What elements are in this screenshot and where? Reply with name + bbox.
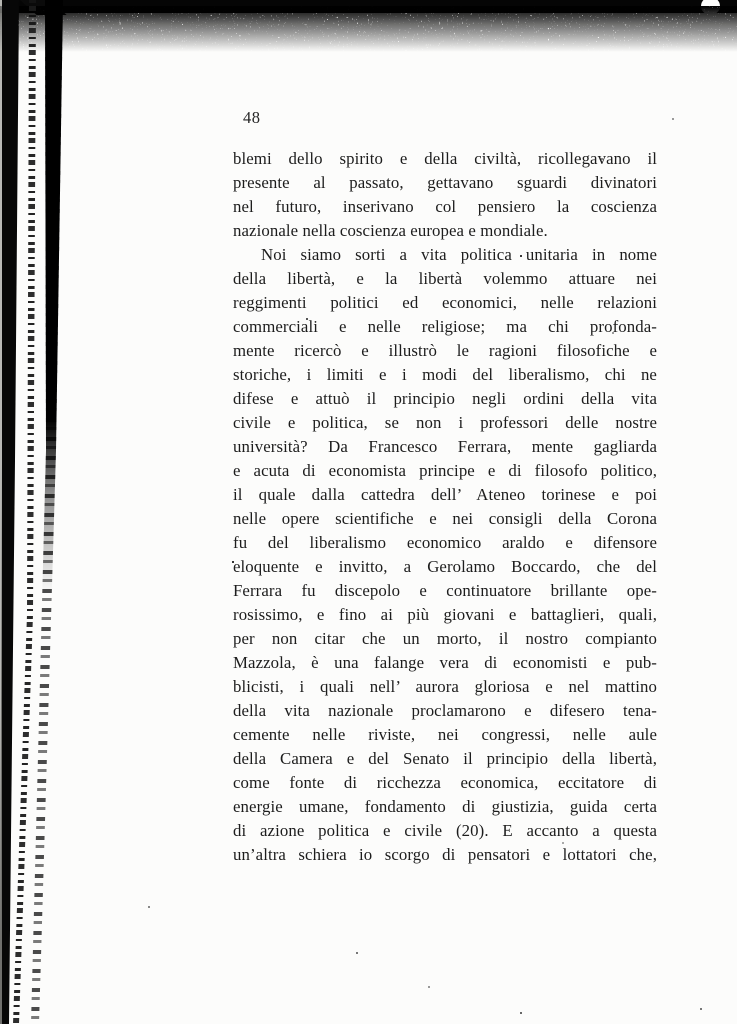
text-line: della Camera e del Senato il principio della libertà, bbox=[233, 749, 657, 768]
text-line: fu del liberalismo economico araldo e difensore bbox=[233, 533, 657, 552]
text-line: Ferrara fu discepolo e continuatore brillante ope- bbox=[233, 581, 657, 600]
text-line: difese e attuò il principio negli ordini della vita bbox=[233, 389, 657, 408]
text-line: un’altra schiera io scorgo di pensatori e lottatori che, bbox=[233, 845, 657, 864]
text-line: blemi dello spirito e della civiltà, ricollegavano il bbox=[233, 149, 657, 168]
page-number: 48 bbox=[243, 108, 261, 127]
text-line: della libertà, e la libertà volemmo attuare nei bbox=[233, 269, 657, 288]
text-line: per non citar che un morto, il nostro compianto bbox=[233, 629, 657, 648]
text-line: nelle opere scientifiche e nei consigli della Corona bbox=[233, 509, 657, 528]
scan-left-edge-line bbox=[0, 0, 2, 1024]
text-line: Mazzola, è una falange vera di economisti e pub- bbox=[233, 653, 657, 672]
text-line: della vita nazionale proclamarono e difesero tena- bbox=[233, 701, 657, 720]
text-line: eloquente e invitto, a Gerolamo Boccardo, che del bbox=[233, 557, 657, 576]
text-line: reggimenti politici ed economici, nelle relazioni bbox=[233, 293, 657, 312]
text-line: nazionale nella coscienza europea e mondiale. bbox=[233, 221, 548, 240]
text-block bbox=[233, 147, 657, 867]
text-line: storiche, i limiti e i modi del liberalismo, chi ne bbox=[233, 365, 657, 384]
text-line: cemente nelle riviste, nei congressi, nelle aule bbox=[233, 725, 657, 744]
text-line: commerciali e nelle religiose; ma chi profonda- bbox=[233, 317, 657, 336]
text-line: Noi siamo sorti a vita politica unitaria in nome bbox=[261, 245, 657, 264]
text-line: rosissimo, e fino ai più giovani e battaglieri, quali, bbox=[233, 605, 657, 624]
text-line: università? Da Francesco Ferrara, mente gagliarda bbox=[233, 437, 657, 456]
text-line: civile e politica, se non i professori delle nostre bbox=[233, 413, 657, 432]
text-line: di azione politica e civile (20). E accanto a questa bbox=[233, 821, 657, 840]
text-line: come fonte di ricchezza economica, eccitatore di bbox=[233, 773, 657, 792]
scan-noise-band bbox=[0, 6, 737, 52]
text-line: blicisti, i quali nell’ aurora gloriosa e nel mattino bbox=[233, 677, 657, 696]
scan-specks bbox=[0, 0, 2, 2]
text-line: nel futuro, inserivano col pensiero la coscienza bbox=[233, 197, 657, 216]
text-line: energie umane, fondamento di giustizia, guida certa bbox=[233, 797, 657, 816]
text-line: il quale dalla cattedra dell’ Ateneo torinese e poi bbox=[233, 485, 657, 504]
text-line: presente al passato, gettavano sguardi divinatori bbox=[233, 173, 657, 192]
text-line: e acuta di economista principe e di filosofo politico, bbox=[233, 461, 657, 480]
text-line: mente ricercò e illustrò le ragioni filosofiche e bbox=[233, 341, 657, 360]
